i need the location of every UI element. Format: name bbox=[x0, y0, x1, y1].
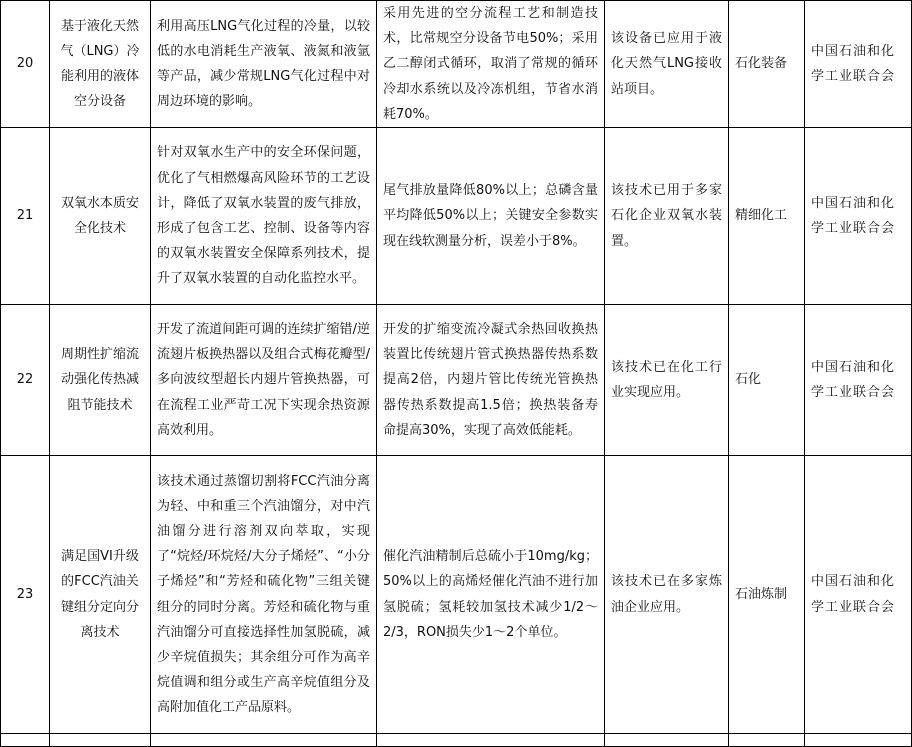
tech-content: 利用高压LNG气化过程的冷量，以较低的水电消耗生产液氧、液氮和液氩等产品，减少常规LNG气化过程中对周边环境的影响。 bbox=[151, 1, 377, 128]
tech-content: 该技术通过蒸馏切割将FCC汽油分离为轻、中和重三个汽油馏分，对中汽油馏分进行溶剂双向萃取，实现了“烷烃/环烷烃/大分子烯烃”、“小分子烯烃”和“芳烃和硫化物”三组关键组分的同时分离。芳烃和硫化物与重汽油馏分可直接选择性加氢脱硫，减少辛烷值损失；其余组分可作为高辛烷值调和组分或生产高辛烷值组分及高附加值化工产品原料。 bbox=[151, 456, 377, 734]
tech-content: 开发了流道间距可调的连续扩缩错/逆流翅片板换热器以及组合式梅花瓣型/多向波纹型超长内翅片管换热器，可在流程工业严苛工况下实现余热资源高效利用。 bbox=[151, 305, 377, 456]
tech-application: 该技术已用于多家石化企业双氧水装置。 bbox=[605, 128, 729, 305]
tech-application: 该技术已在化工行业实现应用。 bbox=[605, 305, 729, 456]
recommending-unit: 中国石油和化学工业联合会 bbox=[805, 456, 912, 734]
tech-name: 满足国VI升级的FCC汽油关键组分定向分离技术 bbox=[50, 456, 151, 734]
row-number: 23 bbox=[1, 456, 50, 734]
tech-indicators: 尾气排放量降低80%以上；总磷含量平均降低50%以上；关键安全参数实现在线软测量分析，误差小于8%。 bbox=[377, 128, 605, 305]
tech-content: 针对双氧水生产中的安全环保问题，优化了气相燃爆高风险环节的工艺设计，降低了双氧水装置的废气排放，形成了包含工艺、控制、设备等内容的双氧水装置安全保障系列技术，提升了双氧水装置的自动化监控水平。 bbox=[151, 128, 377, 305]
row-number: 21 bbox=[1, 128, 50, 305]
tech-indicators: 开发的扩缩变流冷凝式余热回收换热装置比传统翅片管式换热器传热系数提高2倍，内翅片管比传统光管换热器传热系数提高1.5倍；换热装备寿命提高30%，实现了高效低能耗。 bbox=[377, 305, 605, 456]
tech-application: 该技术已在多家炼油企业应用。 bbox=[605, 456, 729, 734]
recommending-unit: 中国石油和化学工业联合会 bbox=[805, 1, 912, 128]
table-row bbox=[1, 128, 912, 305]
table-row bbox=[1, 456, 912, 734]
tech-name: 周期性扩缩流动强化传热减阻节能技术 bbox=[50, 305, 151, 456]
recommending-unit: 中国石油和化学工业联合会 bbox=[805, 128, 912, 305]
table-row bbox=[1, 305, 912, 456]
tech-field: 石油炼制 bbox=[729, 456, 805, 734]
tech-field: 石化 bbox=[729, 305, 805, 456]
tech-name: 基于液化天然气（LNG）冷能利用的液体空分设备 bbox=[50, 1, 151, 128]
tech-application: 该设备已应用于液化天然气LNG接收站项目。 bbox=[605, 1, 729, 128]
row-number: 22 bbox=[1, 305, 50, 456]
tech-field: 精细化工 bbox=[729, 128, 805, 305]
row-number: 20 bbox=[1, 1, 50, 128]
table-row-partial-bottom bbox=[1, 734, 912, 747]
tech-indicators: 采用先进的空分流程工艺和制造技术，比常规空分设备节电50%；采用乙二醇闭式循环，取消了常规的循环冷却水系统以及冷冻机组，节省水消耗70%。 bbox=[377, 1, 605, 128]
recommending-unit: 中国石油和化学工业联合会 bbox=[805, 305, 912, 456]
tech-indicators: 催化汽油精制后总硫小于10mg/kg；50%以上的高烯烃催化汽油不进行加氢脱硫；氢耗较加氢技术减少1/2～2/3，RON损失少1～2个单位。 bbox=[377, 456, 605, 734]
tech-name: 双氧水本质安全化技术 bbox=[50, 128, 151, 305]
table-row bbox=[1, 1, 912, 128]
tech-field: 石化装备 bbox=[729, 1, 805, 128]
